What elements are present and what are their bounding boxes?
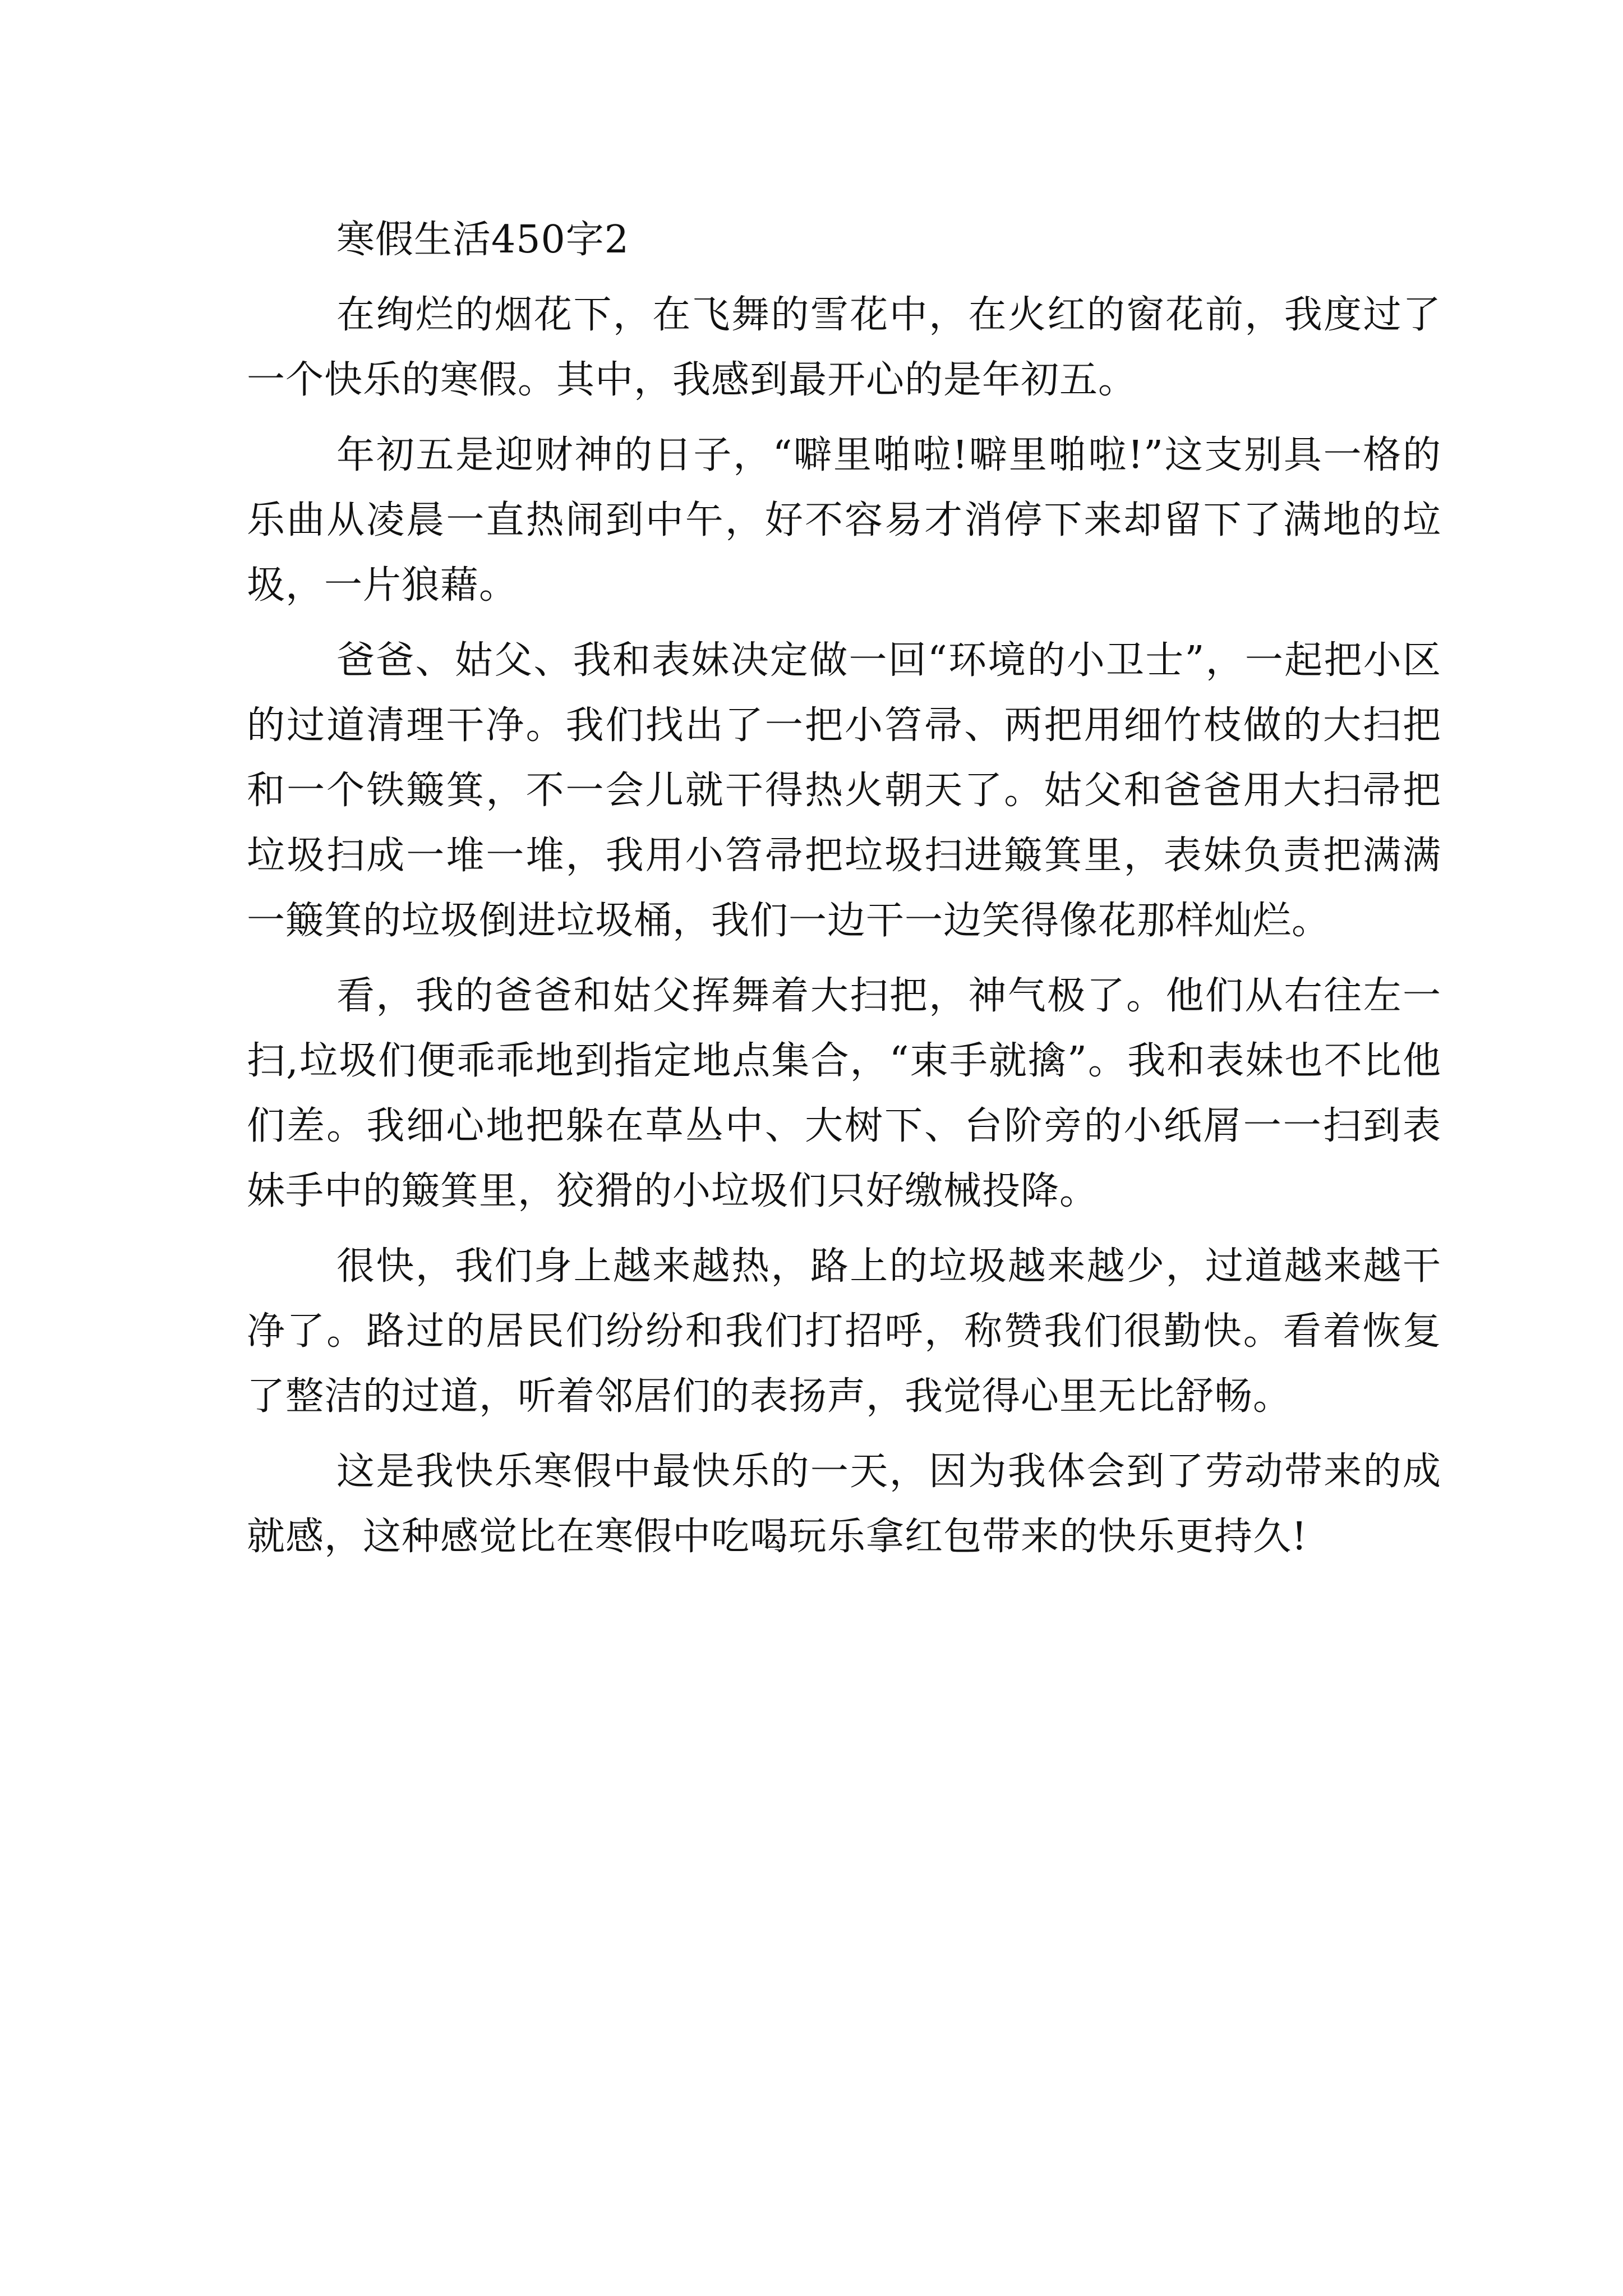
- document-title: 寒假生活450字2: [336, 218, 630, 262]
- paragraph-3: 爸爸、姑父、我和表妹决定做一回“环境的小卫士”，一起把小区的过道清理干净。我们找出了一把小笤帚、两把用细竹枝做的大扫把和一个铁簸箕，不一会儿就干得热火朝天了。姑父和爸爸用大扫帚把垃圾扫成一堆一堆，我用小笤帚把垃圾扫进簸箕里，表妹负责把满满一簸箕的垃圾倒进垃圾桶，我们一边干一边笑得像花那样灿烂。: [247, 638, 1441, 943]
- paragraph-1: 在绚烂的烟花下，在飞舞的雪花中，在火红的窗花前，我度过了一个快乐的寒假。其中，我感到最开心的是年初五。: [247, 293, 1441, 402]
- paragraph-5: 很快，我们身上越来越热，路上的垃圾越来越少，过道越来越干净了。路过的居民们纷纷和我们打招呼，称赞我们很勤快。看着恢复了整洁的过道，听着邻居们的表扬声，我觉得心里无比舒畅。: [247, 1244, 1441, 1419]
- paragraph-6: 这是我快乐寒假中最快乐的一天，因为我体会到了劳动带来的成就感，这种感觉比在寒假中吃喝玩乐拿红包带来的快乐更持久!: [247, 1450, 1441, 1559]
- paragraph-2: 年初五是迎财神的日子，“噼里啪啦!噼里啪啦!”这支别具一格的乐曲从凌晨一直热闹到中午，好不容易才消停下来却留下了满地的垃圾，一片狼藉。: [247, 433, 1441, 608]
- document-body: [247, 208, 1441, 1570]
- paragraph-4: 看，我的爸爸和姑父挥舞着大扫把，神气极了。他们从右往左一扫,垃圾们便乖乖地到指定地点集合，“束手就擒”。我和表妹也不比他们差。我细心地把躲在草丛中、大树下、台阶旁的小纸屑一一扫到表妹手中的簸箕里，狡猾的小垃圾们只好缴械投降。: [247, 974, 1441, 1213]
